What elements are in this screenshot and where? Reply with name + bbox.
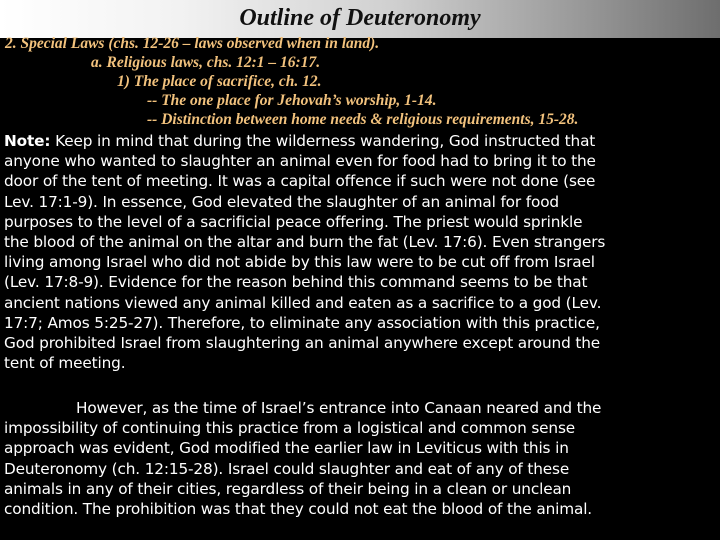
paragraph-line: impossibility of continuing this practice from a logistical and common sense bbox=[4, 419, 576, 438]
outline-line-2: a. Religious laws, chs. 12:1 – 16:17. bbox=[91, 54, 321, 71]
second-paragraph bbox=[4, 398, 718, 519]
paragraph-line: approach was evident, God modified the earlier law in Leviticus with this in bbox=[4, 439, 569, 458]
note-line: 17:7; Amos 5:25-27). Therefore, to eliminate any association with this practice, bbox=[4, 313, 600, 332]
note-line: ancient nations viewed any animal killed and eaten as a sacrifice to a god (Lev. bbox=[4, 293, 602, 312]
outline-line-5: -- Distinction between home needs & religious requirements, 15-28. bbox=[147, 111, 579, 128]
note-line: (Lev. 17:8-9). Evidence for the reason behind this command seems to be that bbox=[4, 273, 588, 292]
outline-line-3: 1) The place of sacrifice, ch. 12. bbox=[117, 73, 322, 90]
note-paragraph bbox=[4, 131, 718, 373]
note-line: the blood of the animal on the altar and burn the fat (Lev. 17:6). Even strangers bbox=[4, 233, 606, 252]
note-label: Note: bbox=[4, 132, 51, 150]
slide-title: Outline of Deuteronomy bbox=[239, 5, 481, 31]
note-line: living among Israel who did not abide by this law were to be cut off from Israel bbox=[4, 253, 595, 272]
note-line: Lev. 17:1-9). In essence, God elevated the slaughter of an animal for food bbox=[4, 192, 559, 211]
note-line: door of the tent of meeting. It was a capital offence if such were not done (see bbox=[4, 172, 596, 191]
outline-line-4: -- The one place for Jehovah’s worship, 1-14. bbox=[147, 92, 437, 109]
note-line: purposes to the level of a sacrificial peace offering. The priest would sprinkle bbox=[4, 212, 583, 231]
note-line bbox=[4, 131, 718, 151]
note-line-text: Keep in mind that during the wilderness wandering, God instructed that bbox=[50, 132, 596, 150]
paragraph-line: condition. The prohibition was that they could not eat the blood of the animal. bbox=[4, 500, 593, 519]
note-line: tent of meeting. bbox=[4, 354, 126, 373]
paragraph-line: Deuteronomy (ch. 12:15-28). Israel could slaughter and eat of any of these bbox=[4, 459, 570, 478]
outline-line-1: 2. Special Laws (chs. 12-26 – laws observed when in land). bbox=[5, 35, 380, 52]
paragraph-line: However, as the time of Israel’s entrance into Canaan neared and the bbox=[76, 399, 602, 417]
paragraph-line: animals in any of their cities, regardless of their being in a clean or unclean bbox=[4, 479, 572, 498]
outline-block bbox=[0, 34, 720, 129]
note-line: God prohibited Israel from slaughtering an animal anywhere except around the bbox=[4, 334, 601, 353]
note-line: anyone who wanted to slaughter an animal even for food had to bring it to the bbox=[4, 152, 596, 171]
